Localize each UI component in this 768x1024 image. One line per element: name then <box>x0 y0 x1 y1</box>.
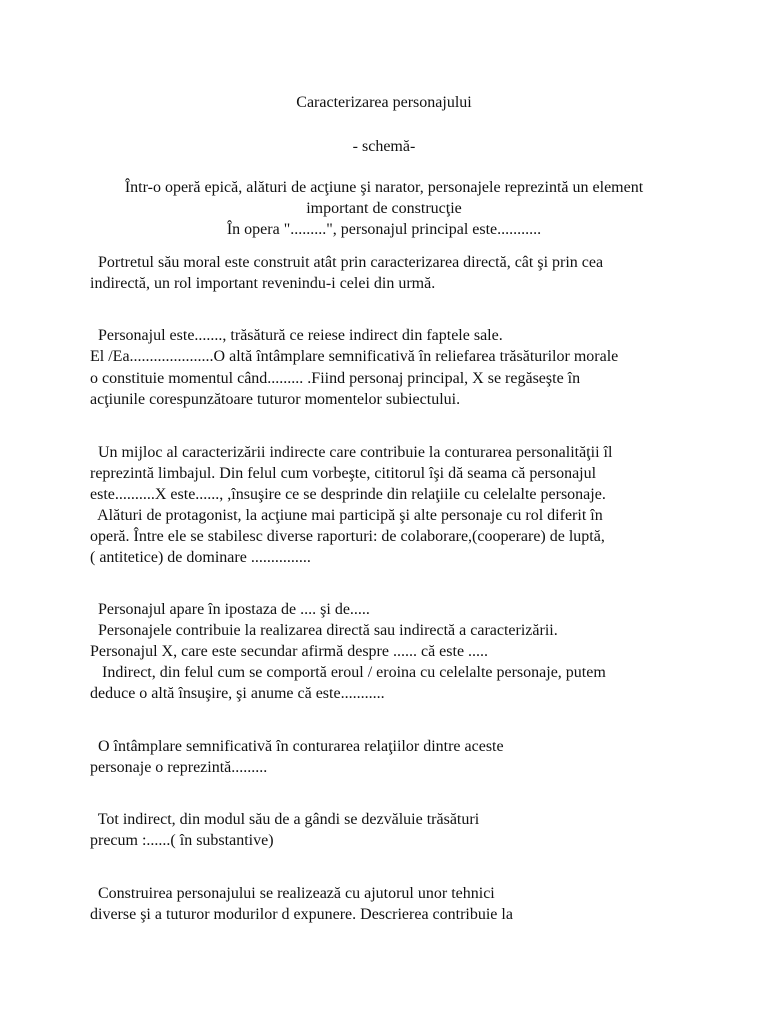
intro-line: În opera ".........", personajul principal este........... <box>226 221 542 238</box>
document-subtitle: - schemă- <box>352 138 416 155</box>
paragraph-line: indirectă, un rol important revenindu-i celei din urmă. <box>90 275 436 292</box>
paragraph-line: diverse şi a tuturor modurilor d expunere. Descrierea contribuie la <box>90 906 513 923</box>
paragraph-line: personaje o reprezintă......... <box>90 759 268 776</box>
document-title: Caracterizarea personajului <box>296 94 472 111</box>
paragraph-line: acţiunile corespunzătoare tuturor momentelor subiectului. <box>90 391 461 408</box>
intro-line: important de construcţie <box>306 200 462 217</box>
paragraph-line: Un mijloc al caracterizării indirecte care contribuie la conturarea personalităţii îl <box>90 444 613 461</box>
intro-line: Într-o operă epică, alături de acţiune şi narator, personajele reprezintă un element <box>124 179 644 196</box>
paragraph-line: ( antitetice) de dominare ............... <box>90 549 311 566</box>
paragraph-line: El /Ea.....................O altă întâmplare semnificativă în reliefarea trăsăturilor morale <box>90 348 619 365</box>
paragraph-line: este..........X este......, ,însuşire ce se desprinde din relaţiile cu celelalte personaje. <box>90 486 606 503</box>
paragraph-line: reprezintă limbajul. Din felul cum vorbeşte, cititorul îşi dă seama că personajul <box>90 465 597 482</box>
paragraph-line: precum :......( în substantive) <box>90 832 274 849</box>
paragraph-line: Indirect, din felul cum se comportă eroul / eroina cu celelalte personaje, putem <box>90 664 606 681</box>
paragraph-line: Tot indirect, din modul său de a gândi se dezvăluie trăsături <box>90 811 480 828</box>
paragraph-line: Personajul este......., trăsătură ce reiese indirect din faptele sale. <box>90 327 503 344</box>
paragraph-line: Construirea personajului se realizează cu ajutorul unor tehnici <box>90 885 495 902</box>
paragraph-line: Portretul său moral este construit atât prin caracterizarea directă, cât şi prin cea <box>90 254 604 271</box>
paragraph-line: Personajul apare în ipostaza de .... şi de..... <box>90 601 370 618</box>
paragraph-line: deduce o altă însuşire, şi anume că este........... <box>90 685 385 702</box>
paragraph-line: operă. Între ele se stabilesc diverse raporturi: de colaborare,(cooperare) de luptă, <box>90 528 605 545</box>
paragraph-line: Alături de protagonist, la acţiune mai participă şi alte personaje cu rol diferit în <box>90 507 603 524</box>
paragraph-line: Personajul X, care este secundar afirmă despre ...... că este ..... <box>90 643 489 660</box>
paragraph-line: o constituie momentul când......... .Fiind personaj principal, X se regăseşte în <box>90 370 581 387</box>
paragraph-line: O întâmplare semnificativă în conturarea relaţiilor dintre aceste <box>90 738 504 755</box>
paragraph-line: Personajele contribuie la realizarea directă sau indirectă a caracterizării. <box>90 622 558 639</box>
